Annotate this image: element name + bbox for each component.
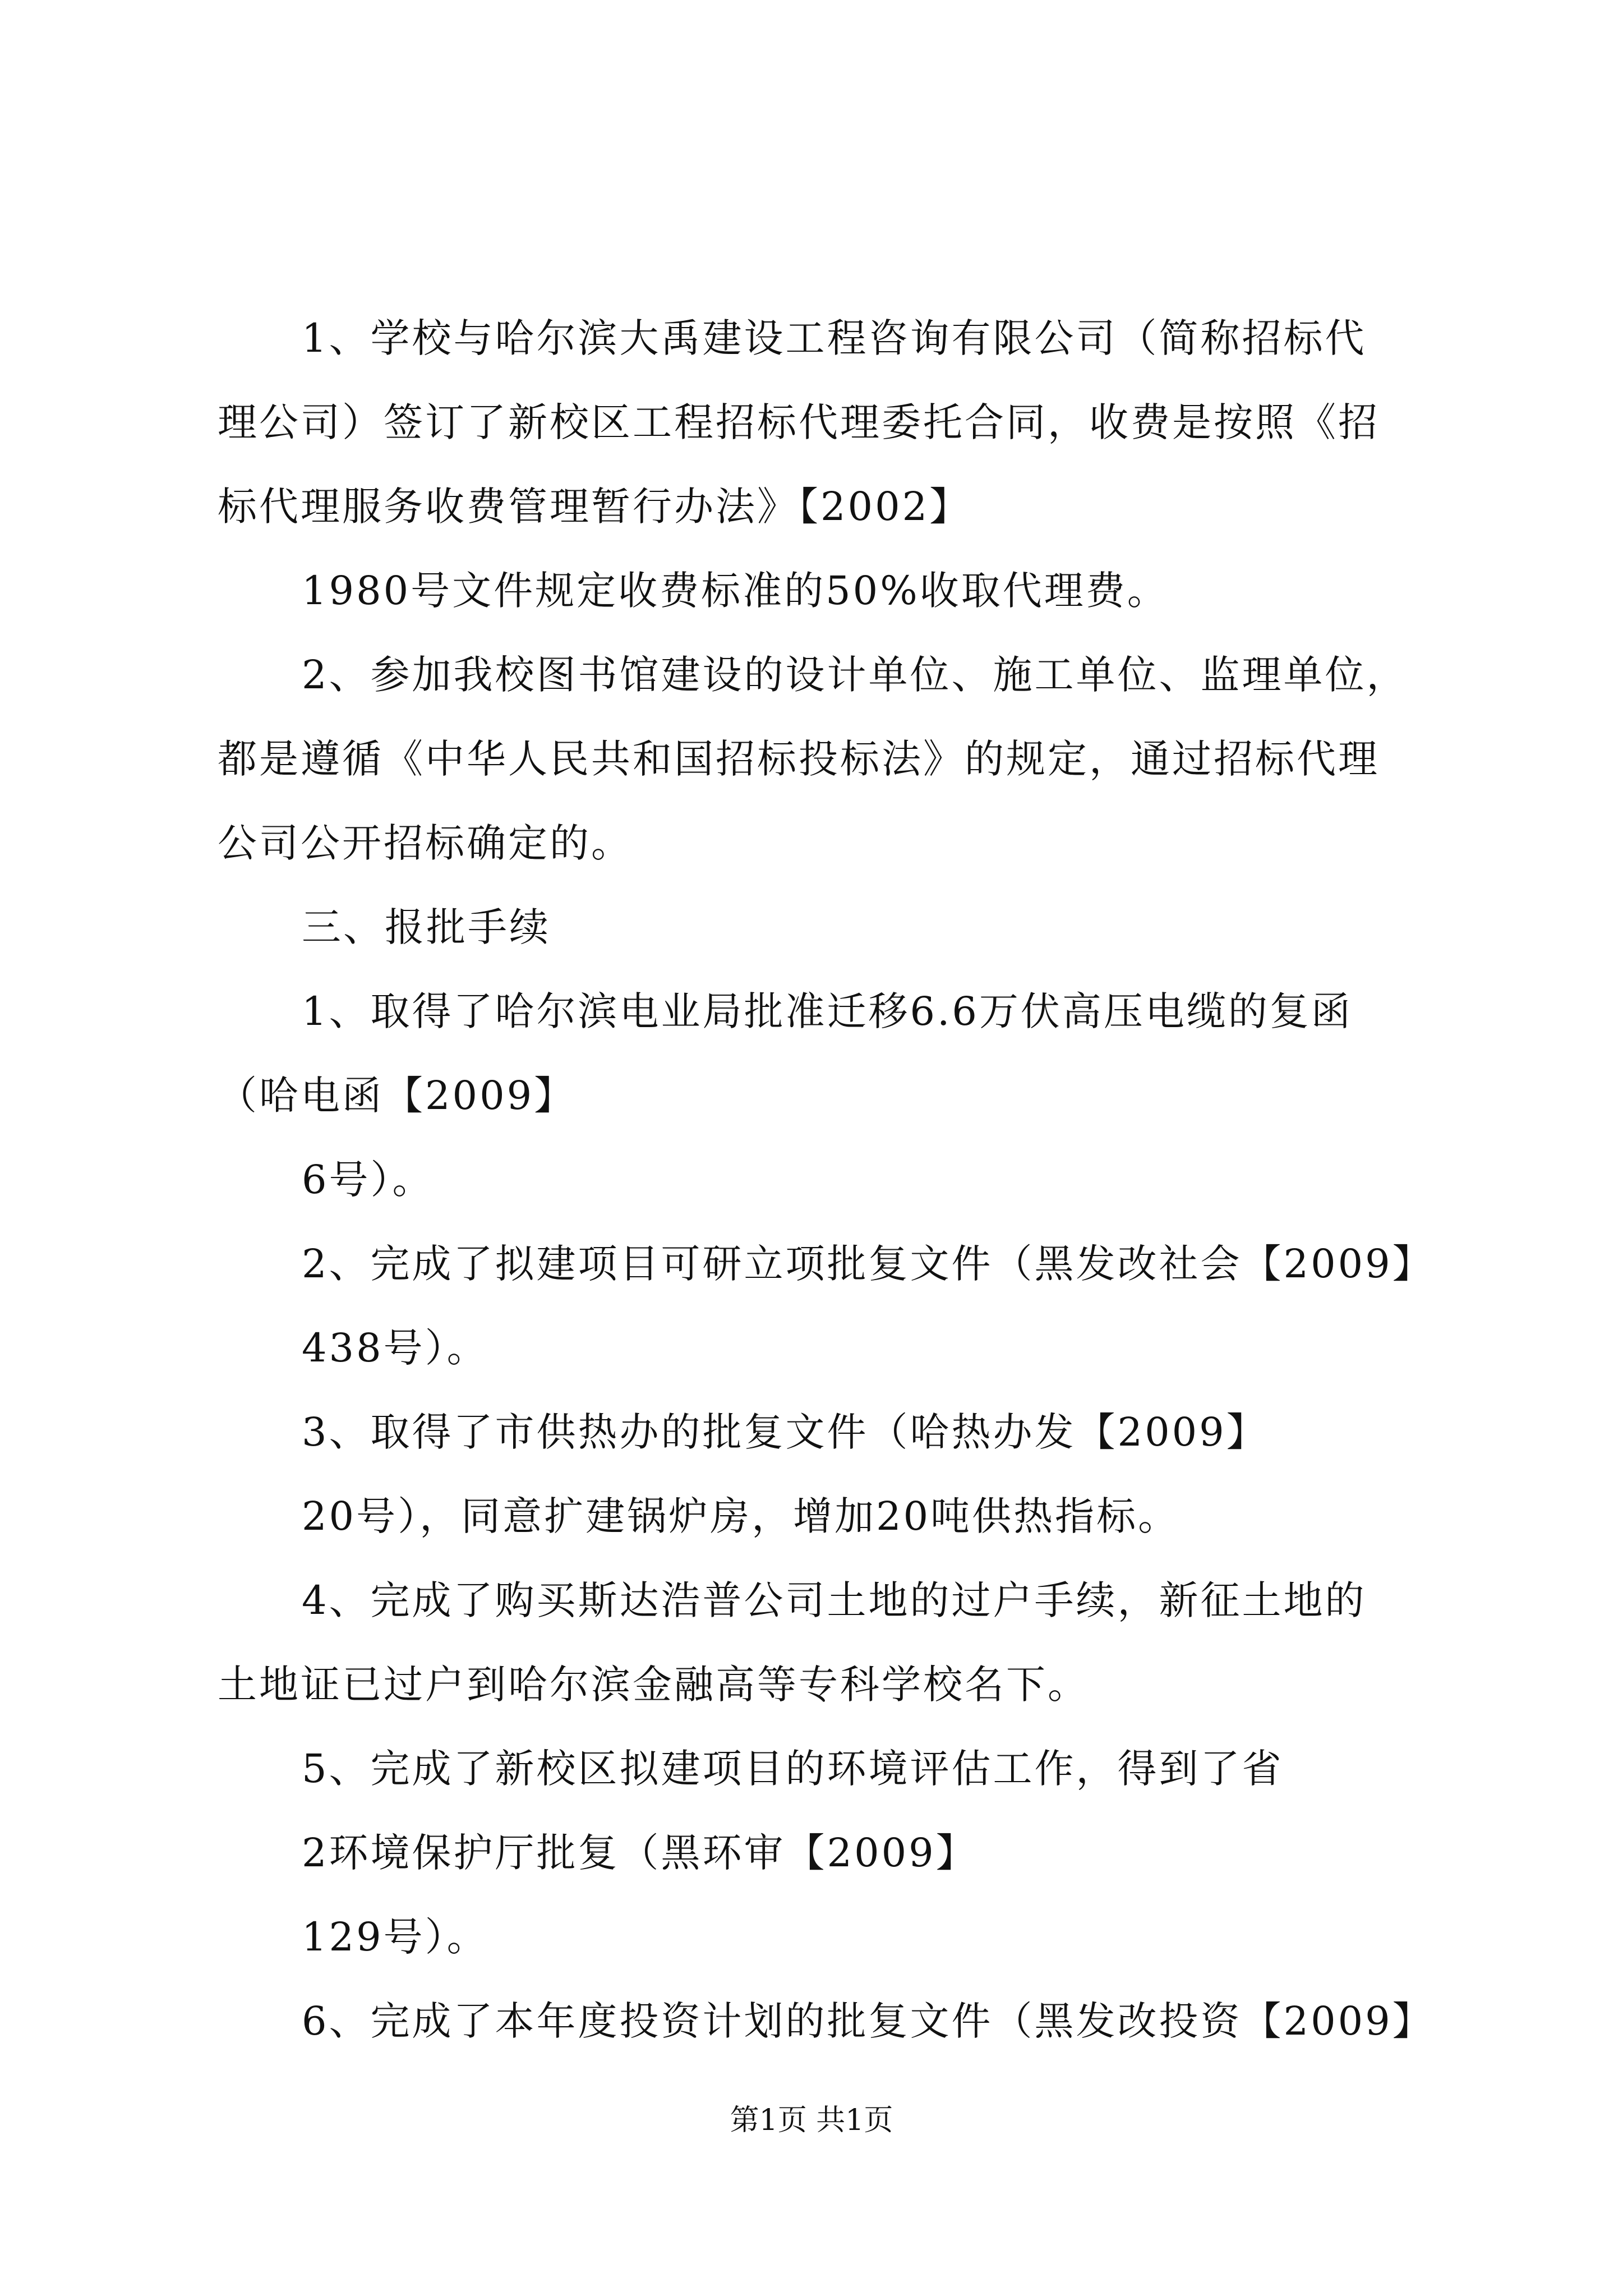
text-line: 1、学校与哈尔滨大禹建设工程咨询有限公司（简称招标代 bbox=[302, 315, 1367, 361]
text-line: 129号）。 bbox=[302, 1914, 488, 1960]
document-body bbox=[218, 296, 1474, 2063]
text-line: 2环境保护厅批复（黑环审【2009】 bbox=[302, 1830, 978, 1876]
text-line: 5、完成了新校区拟建项目的环境评估工作，得到了省 bbox=[302, 1746, 1284, 1792]
text-line: 1980号文件规定收费标准的50%收取代理费。 bbox=[302, 568, 1169, 614]
text-line: 438号）。 bbox=[302, 1325, 488, 1371]
text-line: 1、取得了哈尔滨电业局批准迁移6.6万伏高压电缆的复函 bbox=[302, 988, 1353, 1034]
text-line: （哈电函【2009】 bbox=[218, 1073, 576, 1119]
text-line: 3、取得了市供热办的批复文件（哈热办发【2009】 bbox=[302, 1409, 1268, 1455]
text-line: 2、完成了拟建项目可研立项批复文件（黑发改社会【2009】 bbox=[302, 1241, 1434, 1287]
text-line: 20号），同意扩建锅炉房，增加20吨供热指标。 bbox=[302, 1493, 1180, 1539]
text-line: 2、参加我校图书馆建设的设计单位、施工单位、监理单位， bbox=[302, 652, 1408, 698]
section-heading: 三、报批手续 bbox=[302, 904, 551, 950]
text-line: 6号）。 bbox=[302, 1157, 434, 1203]
text-line: 6、完成了本年度投资计划的批复文件（黑发改投资【2009】 bbox=[302, 1998, 1434, 2044]
page-number-footer: 第1页 共1页 bbox=[730, 2104, 893, 2137]
text-line: 公司公开招标确定的。 bbox=[218, 820, 633, 866]
text-line: 4、完成了购买斯达浩普公司土地的过户手续，新征土地的 bbox=[302, 1577, 1367, 1623]
text-line: 都是遵循《中华人民共和国招标投标法》的规定，通过招标代理 bbox=[218, 736, 1380, 782]
text-line: 标代理服务收费管理暂行办法》【2002】 bbox=[218, 484, 971, 530]
text-line: 理公司）签订了新校区工程招标代理委托合同，收费是按照《招 bbox=[218, 399, 1380, 445]
text-line: 土地证已过户到哈尔滨金融高等专科学校名下。 bbox=[218, 1662, 1089, 1708]
